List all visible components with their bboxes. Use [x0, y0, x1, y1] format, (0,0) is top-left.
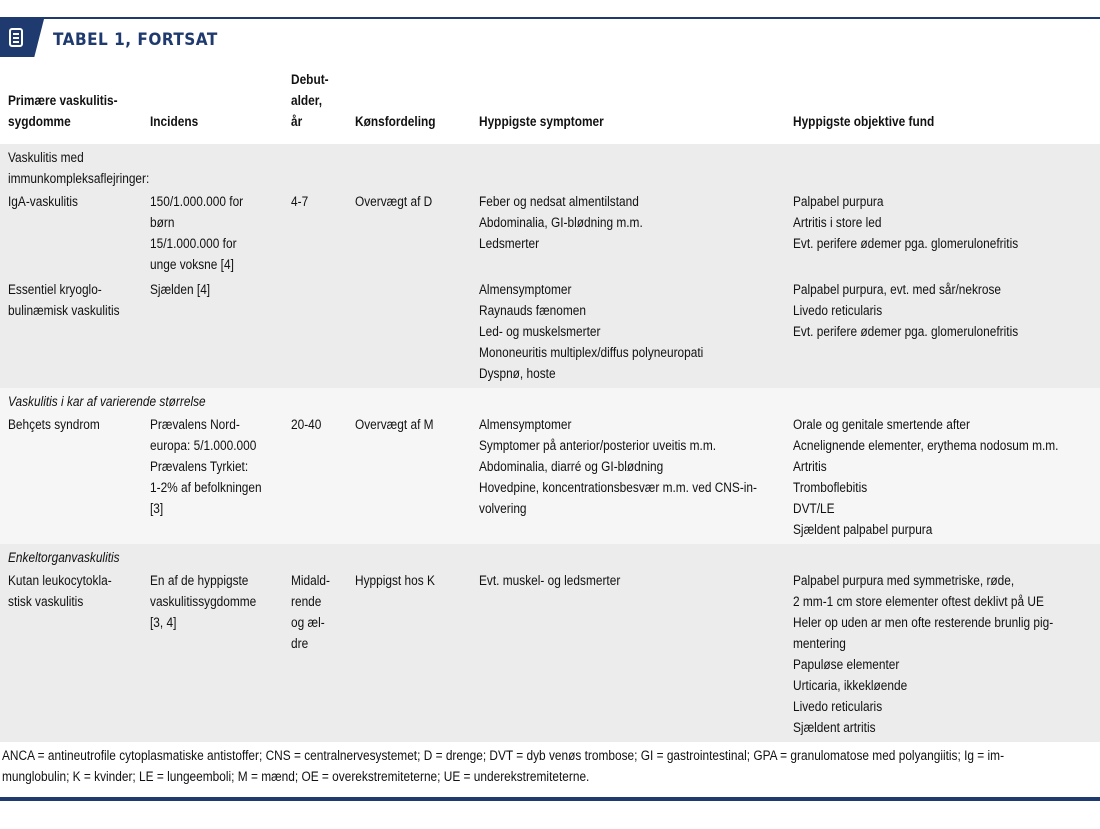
cell-line: Palpabel purpura med symmetriske, røde,: [793, 573, 1015, 588]
cell-line: Hovedpine, koncentrationsbesvær m.m. ved CNS-in-: [479, 480, 757, 495]
cell-line: Symptomer på anterior/posterior uveitis m.m.: [479, 438, 717, 453]
cell-line: 4-7: [291, 194, 309, 209]
cell-line: Behçets syndrom: [8, 417, 100, 432]
header-disease: [8, 90, 127, 132]
cell-findings: [793, 191, 1061, 254]
cell-line: Tromboflebitis: [793, 480, 868, 495]
cell-line: Ledsmerter: [479, 236, 540, 251]
cell-disease: [8, 414, 127, 435]
group-label-line: Vaskulitis i kar af varierende størrelse: [8, 394, 206, 409]
cell-line: 1-2% af befolkningen: [150, 480, 262, 495]
cell-line: Sjælden [4]: [150, 282, 211, 297]
cell-findings: [793, 414, 1061, 540]
cell-symptoms: [479, 191, 752, 254]
cell-line: Almensymptomer: [479, 282, 572, 297]
cell-sex-distribution: [355, 414, 459, 435]
table-title: TABEL 1, FORTSAT: [53, 30, 218, 50]
cell-line: Abdominalia, GI-blødning m.m.: [479, 215, 643, 230]
cell-line: Led- og muskelsmerter: [479, 324, 601, 339]
group-label: [8, 547, 120, 568]
group-label-line: Vaskulitis med: [8, 150, 84, 165]
cell-line: Essentiel kryoglo-: [8, 282, 102, 297]
group-label: [8, 391, 206, 412]
cell-line: [3]: [150, 501, 164, 516]
cell-symptoms: [479, 570, 752, 591]
header-sex-distribution: [355, 111, 459, 132]
cell-onset-age: [291, 570, 342, 654]
cell-findings: [793, 570, 1061, 738]
cell-line: IgA-vaskulitis: [8, 194, 78, 209]
cell-line: Feber og nedsat almentilstand: [479, 194, 639, 209]
cell-line: Palpabel purpura: [793, 194, 884, 209]
cell-line: Prævalens Nord-: [150, 417, 240, 432]
cell-line: En af de hyppigste: [150, 573, 249, 588]
cell-line: Livedo reticularis: [793, 303, 883, 318]
cell-symptoms: [479, 279, 752, 384]
header-symptoms: [479, 111, 752, 132]
cell-line: børn: [150, 215, 175, 230]
cell-line: DVT/LE: [793, 501, 835, 516]
cell-line: Debut-: [291, 72, 329, 87]
header-findings: [793, 111, 1061, 132]
cell-sex-distribution: [355, 191, 459, 212]
cell-line: Mononeuritis multiplex/diffus polyneuropati: [479, 345, 704, 360]
cell-line: Hyppigste symptomer: [479, 114, 604, 129]
bottom-rule: [0, 797, 1100, 801]
cell-disease: [8, 279, 127, 321]
cell-line: mentering: [793, 636, 846, 651]
cell-line: volvering: [479, 501, 527, 516]
cell-line: vaskulitissygdomme: [150, 594, 257, 609]
cell-line: Almensymptomer: [479, 417, 572, 432]
cell-line: Heler op uden ar men ofte resterende brunlig pig-: [793, 615, 1054, 630]
cell-line: Urticaria, ikkekløende: [793, 678, 908, 693]
cell-line: 150/1.000.000 for: [150, 194, 244, 209]
cell-incidence: [150, 570, 269, 633]
cell-line: Kønsfordeling: [355, 114, 436, 129]
footnote-line: munglobulin; K = kvinder; LE = lungeemboli; M = mænd; OE = overekstremiteterne; UE = underekstremiteterne.: [2, 769, 590, 784]
cell-line: alder,: [291, 93, 323, 108]
cell-line: Evt. perifere ødemer pga. glomerulonefritis: [793, 324, 1019, 339]
cell-line: Primære vaskulitis-: [8, 93, 118, 108]
cell-line: Raynauds fænomen: [479, 303, 586, 318]
cell-line: Abdominalia, diarré og GI-blødning: [479, 459, 664, 474]
cell-line: og æl-: [291, 615, 325, 630]
cell-line: Livedo reticularis: [793, 699, 883, 714]
cell-line: Prævalens Tyrkiet:: [150, 459, 249, 474]
cell-incidence: [150, 414, 269, 519]
cell-line: Papuløse elementer: [793, 657, 900, 672]
cell-line: 20-40: [291, 417, 322, 432]
list-document-icon: [9, 28, 23, 47]
cell-line: 2 mm-1 cm store elementer oftest deklivt på UE: [793, 594, 1044, 609]
cell-line: Sjældent artritis: [793, 720, 876, 735]
group-label-line: Enkeltorganvaskulitis: [8, 550, 120, 565]
footnote-line: ANCA = antineutrofile cytoplasmatiske antistoffer; CNS = centralnervesystemet; D = drenge; DVT = dyb venøs trombose; GI = gastrointestinal; GPA = granulomatose med polyangiitis; Ig = im-: [2, 748, 1005, 763]
cell-line: Overvægt af D: [355, 194, 433, 209]
cell-incidence: [150, 191, 269, 275]
cell-line: rende: [291, 594, 322, 609]
cell-line: stisk vaskulitis: [8, 594, 84, 609]
cell-line: unge voksne [4]: [150, 257, 234, 272]
cell-sex-distribution: [355, 570, 459, 591]
cell-onset-age: [291, 191, 342, 212]
cell-line: bulinæmisk vaskulitis: [8, 303, 120, 318]
cell-line: Overvægt af M: [355, 417, 434, 432]
table-tag: [0, 19, 44, 57]
cell-disease: [8, 191, 127, 212]
cell-line: Dyspnø, hoste: [479, 366, 556, 381]
cell-symptoms: [479, 414, 757, 519]
cell-findings: [793, 279, 1061, 342]
cell-line: Palpabel purpura, evt. med sår/nekrose: [793, 282, 1002, 297]
cell-line: Sjældent palpabel purpura: [793, 522, 933, 537]
cell-line: Evt. muskel- og ledsmerter: [479, 573, 621, 588]
cell-line: Hyppigst hos K: [355, 573, 435, 588]
cell-onset-age: [291, 414, 342, 435]
header-onset-age: [291, 69, 342, 132]
cell-line: Kutan leukocytokla-: [8, 573, 112, 588]
header-incidence: [150, 111, 269, 132]
cell-line: dre: [291, 636, 309, 651]
cell-line: Orale og genitale smertende after: [793, 417, 970, 432]
cell-line: år: [291, 114, 303, 129]
cell-line: sygdomme: [8, 114, 71, 129]
cell-line: [3, 4]: [150, 615, 177, 630]
table-footnote: [2, 745, 1093, 787]
cell-line: Evt. perifere ødemer pga. glomerulonefritis: [793, 236, 1019, 251]
cell-line: Hyppigste objektive fund: [793, 114, 935, 129]
cell-line: europa: 5/1.000.000: [150, 438, 257, 453]
cell-line: Incidens: [150, 114, 199, 129]
cell-line: Artritis: [793, 459, 827, 474]
cell-disease: [8, 570, 127, 612]
cell-incidence: [150, 279, 269, 300]
cell-line: 15/1.000.000 for: [150, 236, 237, 251]
group-label: [8, 147, 149, 189]
group-label-line: immunkompleksaflejringer:: [8, 171, 150, 186]
top-rule: [0, 17, 1100, 19]
cell-line: Acnelignende elementer, erythema nodosum m.m.: [793, 438, 1059, 453]
cell-line: Artritis i store led: [793, 215, 882, 230]
cell-line: Midald-: [291, 573, 330, 588]
